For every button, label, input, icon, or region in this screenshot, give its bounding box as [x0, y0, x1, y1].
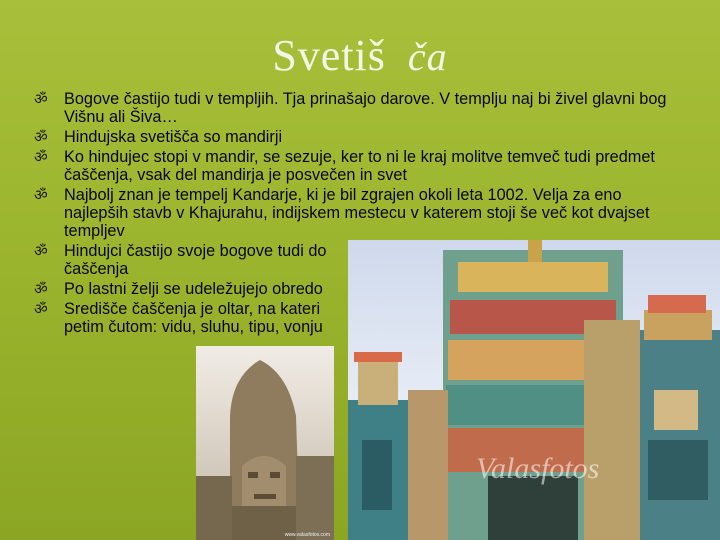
bullet-item: ॐ Ko hindujec stopi v mandir, se sezuje, ker to ni le kraj molitve temveč tudi predmet čaščenja, vsak del mandirja je posvečen in svet — [34, 148, 655, 184]
bullet-item: ॐ Hindujci častijo svoje bogove tudi do čaščenja — [34, 242, 327, 278]
photo-watermark: Valasfotos — [476, 452, 600, 485]
bayon-illustration — [196, 346, 334, 540]
om-icon: ॐ — [34, 186, 48, 204]
om-icon: ॐ — [34, 128, 48, 146]
bayon-photo — [196, 346, 334, 540]
photo-credit: www.valasfotos.com — [284, 532, 330, 538]
bullet-item: ॐ Hindujska svetišča so mandirji — [34, 128, 283, 146]
bullet-item: ॐ Bogove častijo tudi v templjih. Tja prinašajo darove. V templju naj bi živel glavni bog Višnu ali Šiva… — [34, 90, 667, 126]
bullet-item: ॐ Najbolj znan je tempelj Kandarje, ki je bil zgrajen okoli leta 1002. Velja za eno najlepših stavb v Khajurahu, indijskem mestecu v katerem stoji še več kot dvajset templjev — [34, 186, 650, 240]
bullet-item: ॐ Po lastni želji se udeležujejo obredo — [34, 280, 323, 298]
title-tail: ča — [407, 34, 448, 79]
om-icon: ॐ — [34, 242, 48, 260]
title-main: Svetiš — [272, 31, 386, 80]
om-icon: ॐ — [34, 280, 48, 298]
bullet-item: ॐ Središče čaščenja je oltar, na kateri petim čutom: vidu, sluhu, tipu, vonju — [34, 300, 323, 336]
om-icon: ॐ — [34, 300, 48, 318]
om-icon: ॐ — [34, 90, 48, 108]
temple-photo — [348, 240, 720, 540]
slide-title — [0, 30, 720, 81]
temple-illustration — [348, 240, 720, 540]
om-icon: ॐ — [34, 148, 48, 166]
